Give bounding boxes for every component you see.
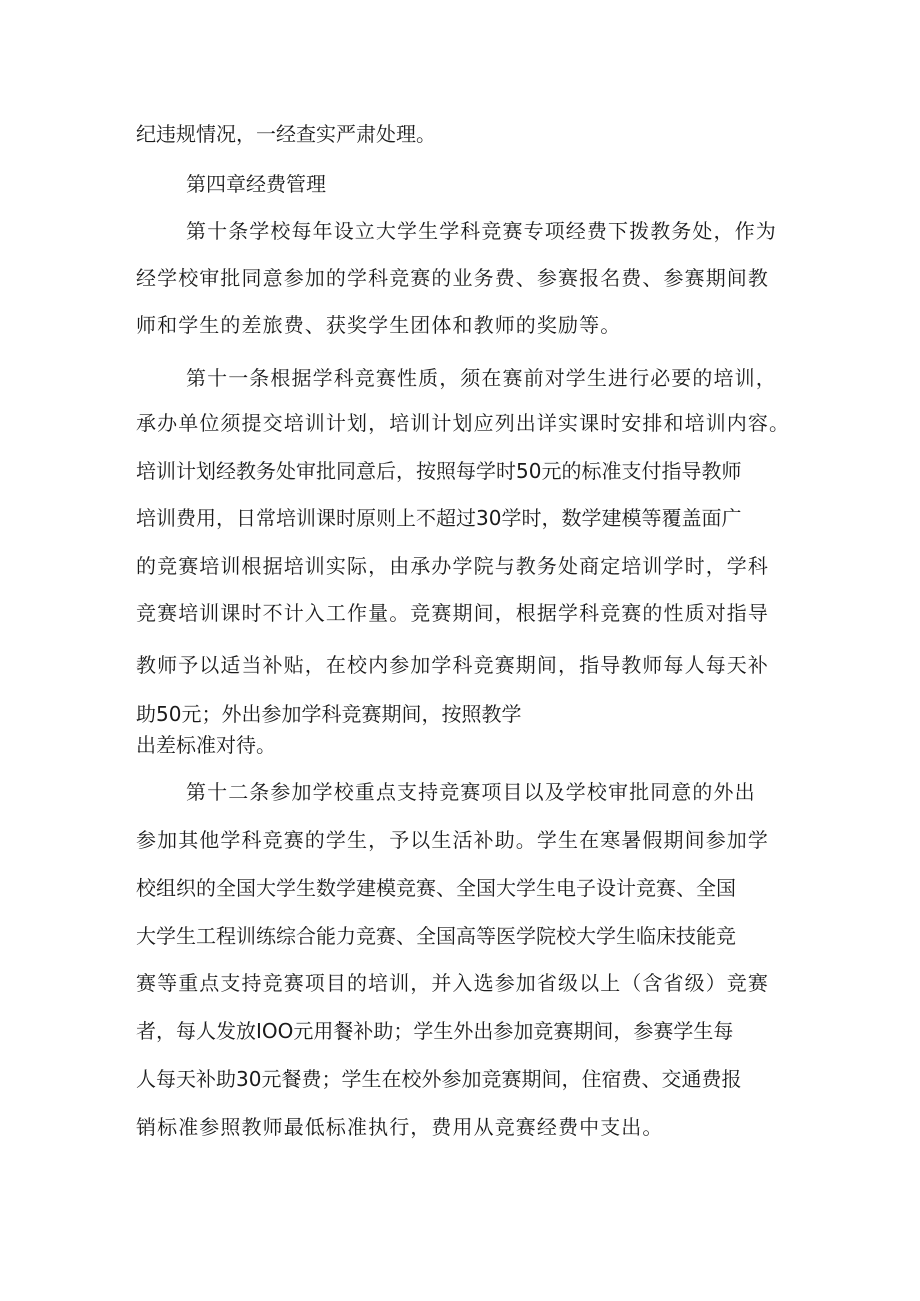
text-line: 培训费用，日常培训课时原则上不超过30学时，数学建模等覆盖面广 <box>136 506 742 530</box>
text-line: 第十条学校每年设立大学生学科竞赛专项经费下拨教务处，作为 <box>186 219 777 243</box>
text-line: 赛等重点支持竞赛项目的培训，并入选参加省级以上（含省级）竞赛 <box>136 971 769 995</box>
text-line: 纪违规情况，一经查实严肃处理。 <box>136 122 436 146</box>
text-line: 人每天补助30元餐费；学生在校外参加竞赛期间，住宿费、交通费报 <box>136 1067 742 1091</box>
chapter-heading: 第四章经费管理 <box>186 172 326 196</box>
text-line: 大学生工程训练综合能力竞赛、全国高等医学院校大学生临床技能竞 <box>136 924 736 948</box>
text-line: 承办单位须提交培训计划，培训计划应列出详实课时安排和培训内容。 <box>136 411 791 435</box>
text-line: 的竞赛培训根据培训实际，由承办学院与教务处商定培训学时，学科 <box>136 554 769 578</box>
text-line: 校组织的全国大学生数学建模竞赛、全国大学生电子设计竞赛、全国 <box>136 876 736 900</box>
text-line: 者，每人发放IOO元用餐补助；学生外出参加竞赛期间，参赛学生每 <box>136 1019 734 1043</box>
text-line: 竞赛培训课时不计入工作量。竞赛期间，根据学科竞赛的性质对指导 <box>136 601 769 625</box>
text-line: 培训计划经教务处审批同意后，按照每学时50元的标准支付指导教师 <box>136 459 742 483</box>
text-line: 助50元；外出参加学科竞赛期间，按照教学 <box>136 702 522 726</box>
text-line: 第十二条参加学校重点支持竞赛项目以及学校审批同意的外出 <box>186 780 756 804</box>
text-line: 参加其他学科竞赛的学生，予以生活补助。学生在寒暑假期间参加学 <box>136 828 769 852</box>
text-line: 师和学生的差旅费、获奖学生团体和教师的奖励等。 <box>136 313 622 337</box>
text-line: 经学校审批同意参加的学科竞赛的业务费、参赛报名费、参赛期间教 <box>136 266 769 290</box>
text-line: 第十一条根据学科竞赛性质，须在赛前对学生进行必要的培训， <box>186 366 777 390</box>
text-line: 销标准参照教师最低标准执行，费用从竞赛经费中支出。 <box>136 1115 664 1139</box>
text-line: 教师予以适当补贴，在校内参加学科竞赛期间，指导教师每人每天补 <box>136 653 769 677</box>
text-line: 出差标准对待。 <box>136 733 276 757</box>
